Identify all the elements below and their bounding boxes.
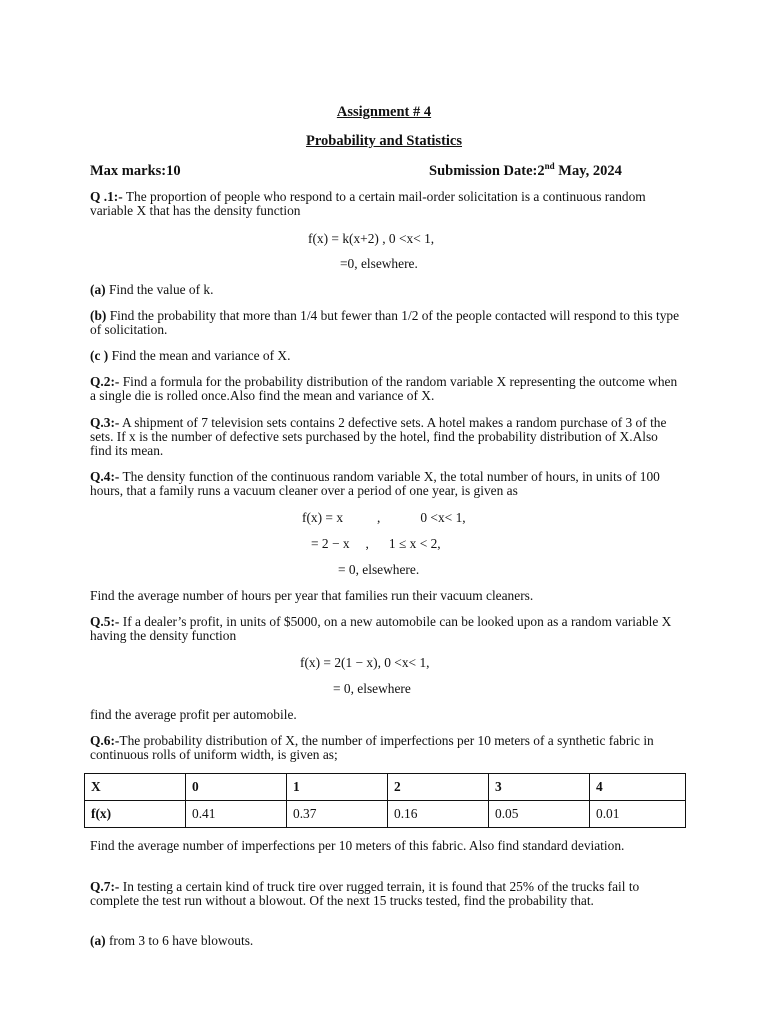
q5-equation-2: = 0, elsewhere [333,681,411,696]
q6-statement: Q.6:-The probability distribution of X, the number of imperfections per 10 meters of a synthetic fabric in continuous rolls of uniform width, is given as; [90,733,654,762]
table-header-row [85,774,686,801]
q1-equation-1: f(x) = k(x+2) , 0 <x< 1, [308,231,435,246]
q7-label: Q.7:- [90,879,120,894]
q4-equation-1: f(x) = x , 0 <x< 1, [302,510,466,525]
q1-label: Q .1:- [90,189,123,204]
q7-statement: Q.7:- In testing a certain kind of truck tire over rugged terrain, it is found that 25% of the trucks fail to complete the test run without a blowout. Of the next 15 trucks tested, find the probability that. [90,879,640,908]
table-cell: X [85,774,186,801]
table-cell: 0.16 [388,801,489,828]
table-cell: 0.37 [287,801,388,828]
submission-date: Submission Date:2nd May, 2024 [429,161,622,179]
table-cell: 2 [388,774,489,801]
distribution-table [84,773,686,828]
q1-statement: Q .1:- The proportion of people who respond to a certain mail-order solicitation is a continuous random variable X that has the density function [90,189,646,218]
q4-equation-3: = 0, elsewhere. [338,562,420,577]
max-marks: Max marks:10 [90,163,181,179]
q1-equation-2: =0, elsewhere. [340,256,418,271]
q6-label: Q.6:- [90,733,120,748]
q4-equation-2: = 2 − x , 1 ≤ x < 2, [311,536,441,551]
q4-question: Find the average number of hours per year that families run their vacuum cleaners. [90,588,534,603]
table-cell: f(x) [85,801,186,828]
q5-question: find the average profit per automobile. [90,707,297,722]
table-row [85,801,686,828]
q5-equation-1: f(x) = 2(1 − x), 0 <x< 1, [300,655,430,670]
table-cell: 4 [590,774,686,801]
table-cell: 3 [489,774,590,801]
table-cell: 0.01 [590,801,686,828]
q1-part-b: (b) Find the probability that more than 1/4 but fewer than 1/2 of the people contacted will respond to this type of solicitation. [90,308,680,337]
q3-label: Q.3:- [90,415,120,430]
table-cell: 0.41 [186,801,287,828]
course-title: Probability and Statistics [305,133,463,149]
q1-part-a: (a) Find the value of k. [90,282,214,297]
q1-part-c: (c ) Find the mean and variance of X. [90,348,291,363]
q5-label: Q.5:- [90,614,120,629]
q6-question: Find the average number of imperfections per 10 meters of this fabric. Also find standard deviation. [90,838,625,853]
table-cell: 0.05 [489,801,590,828]
table-cell: 0 [186,774,287,801]
assignment-title: Assignment # 4 [336,104,432,120]
q2-statement: Q.2:- Find a formula for the probability distribution of the random variable X representing the outcome when a single die is rolled once.Also find the mean and variance of X. [90,374,678,403]
table-cell: 1 [287,774,388,801]
q5-statement: Q.5:- If a dealer’s profit, in units of $5000, on a new automobile can be looked upon as a random variable X having the density function [90,614,672,643]
q4-statement: Q.4:- The density function of the continuous random variable X, the total number of hours, in units of 100 hours, that a family runs a vacuum cleaner over a period of one year, is given as [90,469,660,498]
q7-part-a: (a) from 3 to 6 have blowouts. [90,933,254,948]
q4-label: Q.4:- [90,469,120,484]
q3-statement: Q.3:- A shipment of 7 television sets contains 2 defective sets. A hotel makes a random purchase of 3 of the sets. If x is the number of defective sets purchased by the hotel, find the probability distribution of X.Also find its mean. [90,415,667,458]
q2-label: Q.2:- [90,374,120,389]
